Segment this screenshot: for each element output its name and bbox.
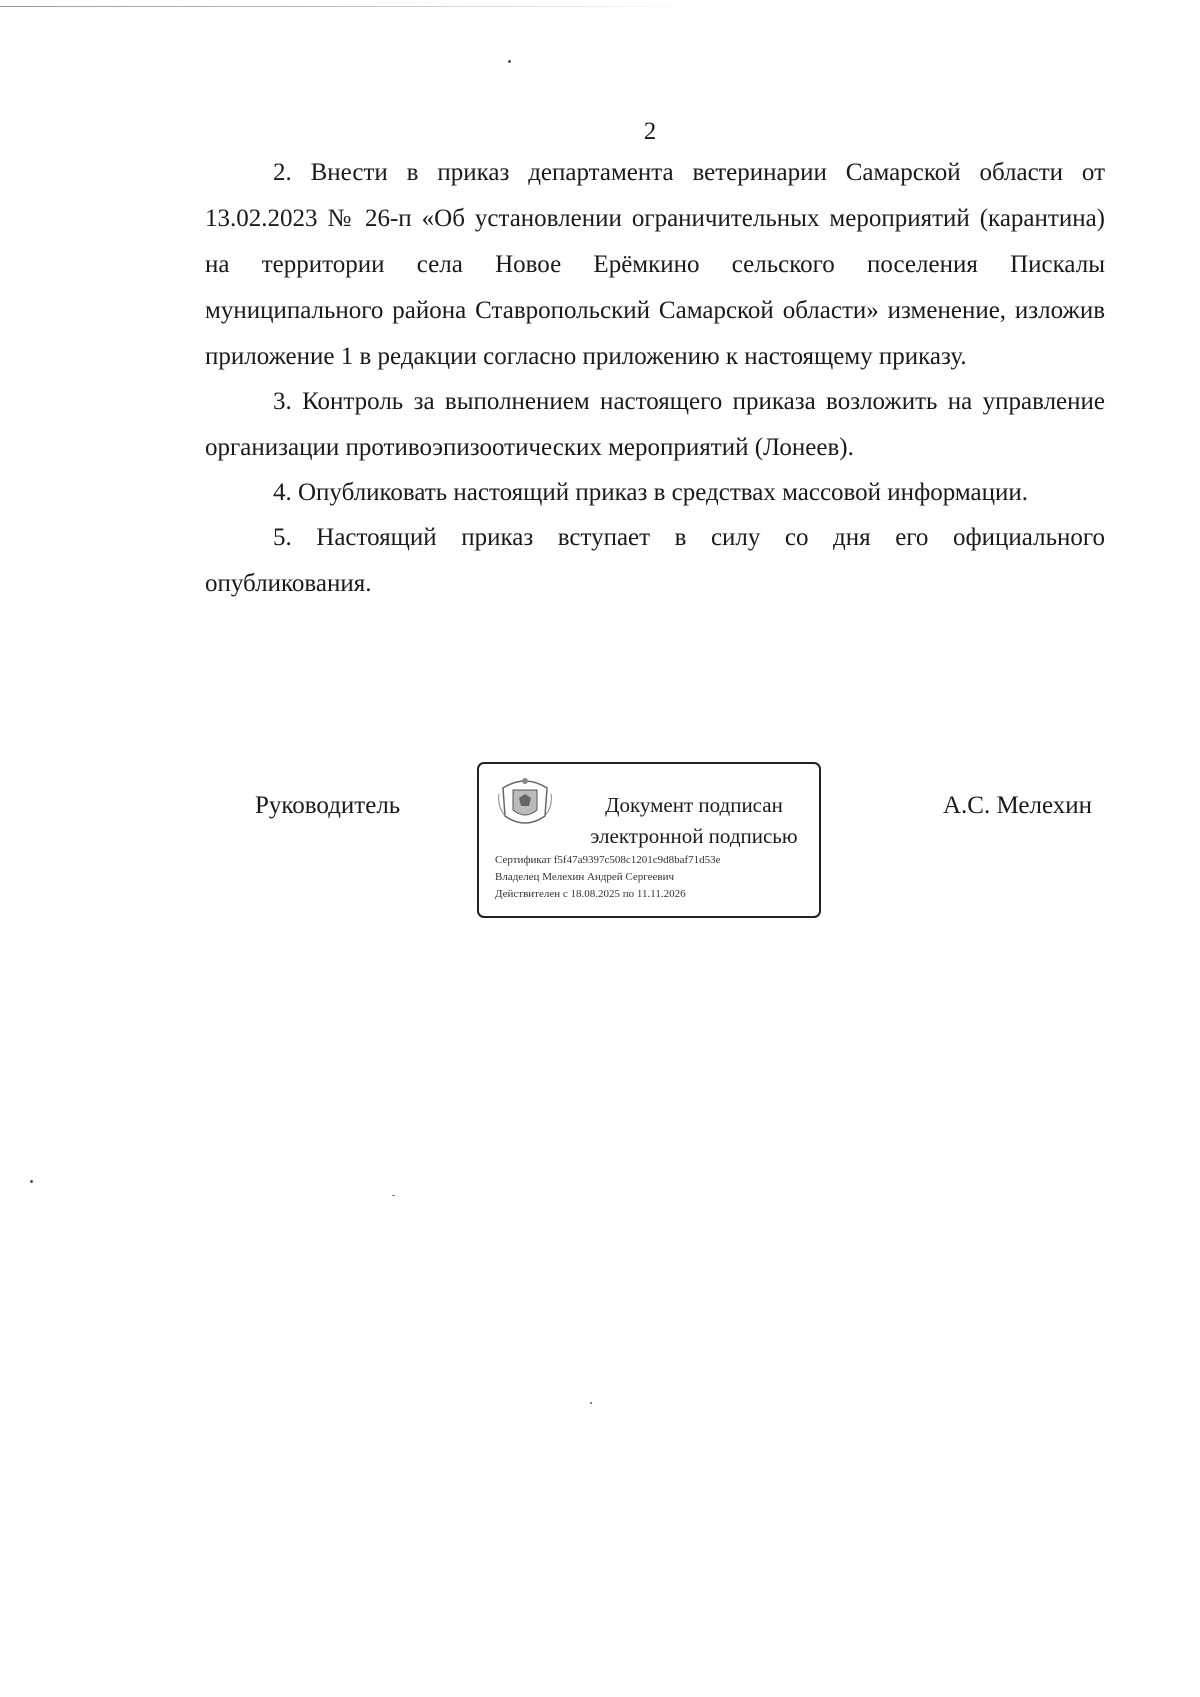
stamp-details bbox=[495, 852, 721, 903]
electronic-signature-stamp bbox=[477, 762, 821, 918]
stamp-validity: Действителен с 18.08.2025 по 11.11.2026 bbox=[495, 888, 686, 900]
scan-speck bbox=[392, 1195, 395, 1196]
paragraph-5: 5. Настоящий приказ вступает в силу со дня его официального опубликования. bbox=[205, 524, 1105, 597]
signer-role: Руководитель bbox=[255, 792, 401, 819]
page-number: 2 bbox=[643, 118, 657, 145]
stamp-title-line2: электронной подписью bbox=[590, 824, 798, 848]
coat-of-arms-icon bbox=[495, 772, 555, 832]
stamp-certificate: Сертификат f5f47a9397c508c1201c9d8baf71d53e bbox=[495, 854, 721, 866]
scan-speck bbox=[508, 60, 511, 63]
scan-speck bbox=[30, 1180, 33, 1183]
stamp-title bbox=[574, 790, 814, 852]
signature-block bbox=[0, 762, 1200, 932]
signer-name: А.С. Мелехин bbox=[943, 792, 1092, 819]
paragraph-2: 2. Внести в приказ департамента ветеринарии Самарской области от 13.02.2023 № 26-п «Об установлении ограничительных мероприятий (карантина) на территории села Новое Ерёмкино сельского поселения Пискалы муниципального района Ставропольский Самарской области» изменение, изложив приложение 1 в редакции согласно приложению к настоящему приказу. bbox=[205, 159, 1105, 370]
document-body bbox=[205, 150, 1105, 606]
stamp-title-line1: Документ подписан bbox=[605, 793, 783, 817]
stamp-owner: Владелец Мелехин Андрей Сергеевич bbox=[495, 871, 675, 883]
scan-artifact-line bbox=[0, 6, 700, 7]
paragraph-4: 4. Опубликовать настоящий приказ в средствах массовой информации. bbox=[273, 479, 1029, 506]
scan-speck bbox=[590, 1402, 592, 1404]
paragraph-3: 3. Контроль за выполнением настоящего приказа возложить на управление организации противоэпизоотических мероприятий (Лонеев). bbox=[205, 388, 1105, 461]
